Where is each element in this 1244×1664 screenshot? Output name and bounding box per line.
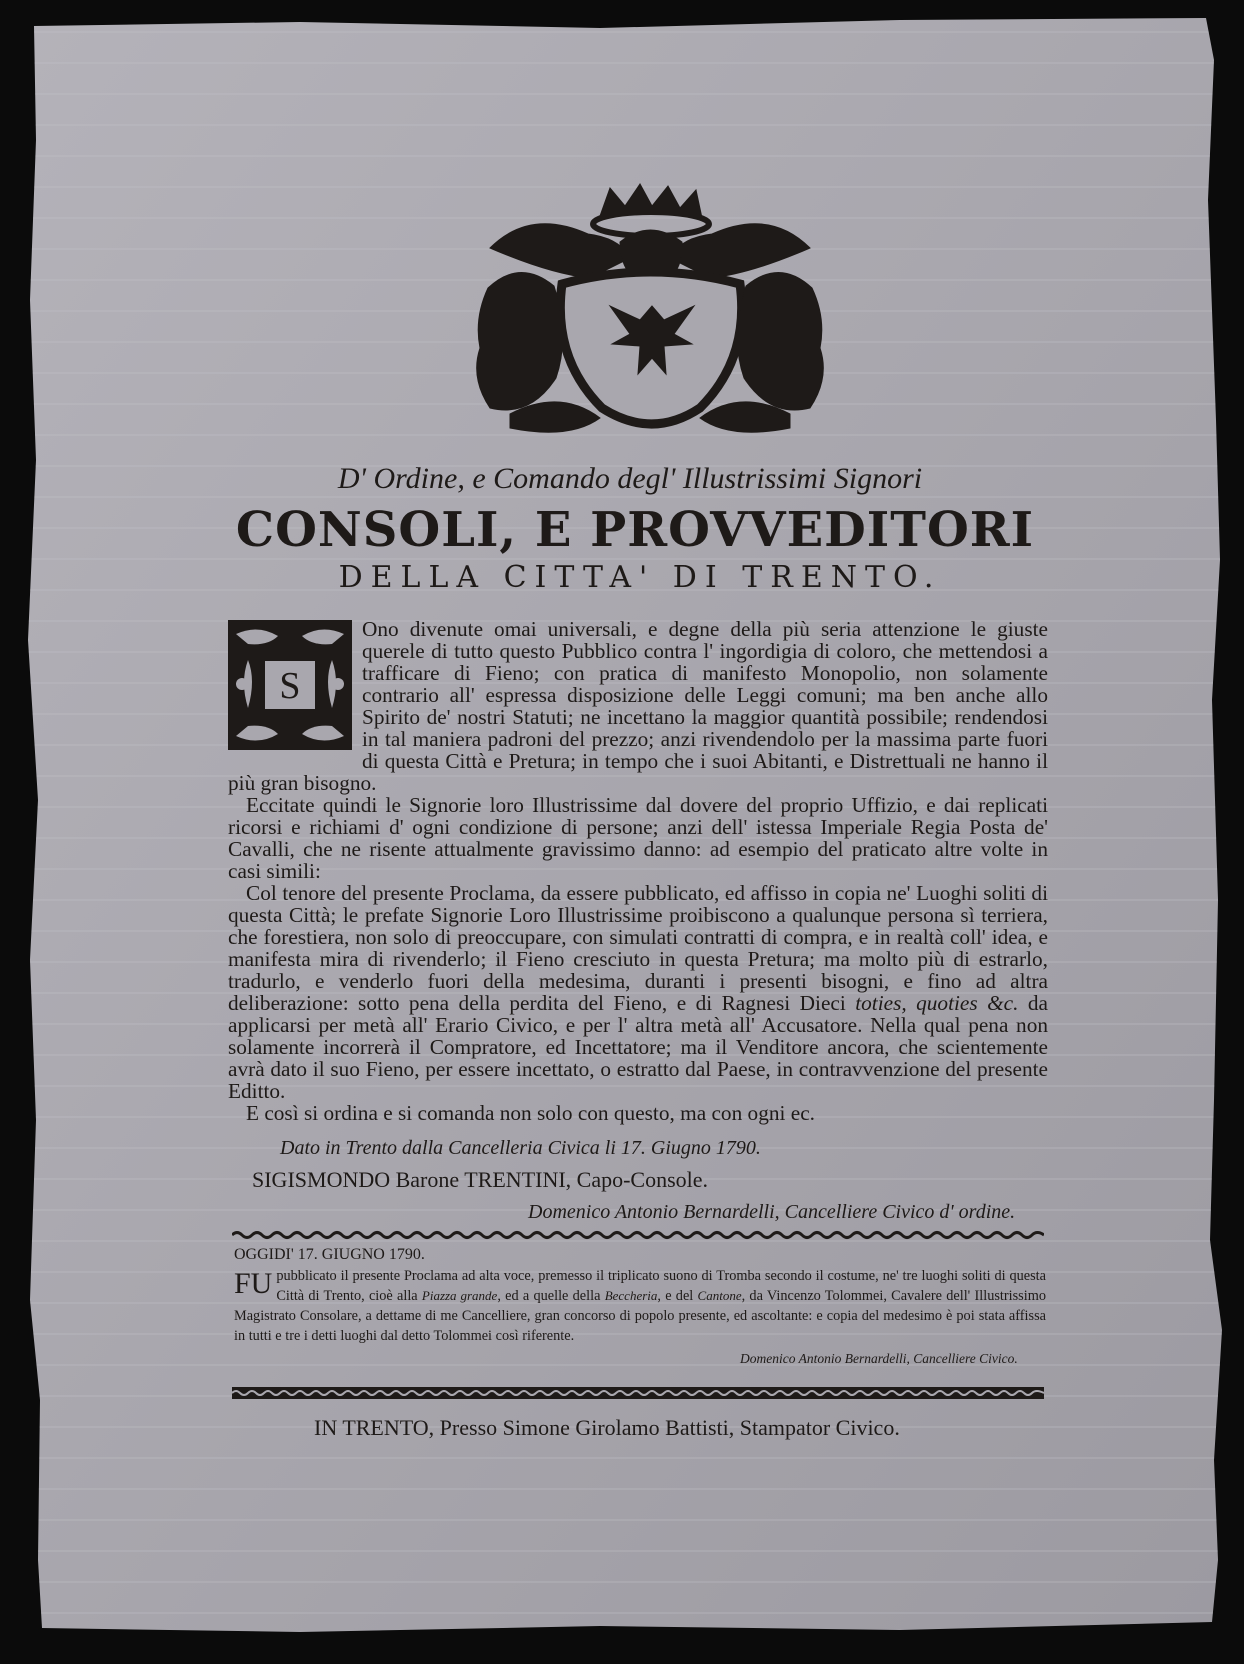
paragraph-4: E così si ordina e si comanda non solo con questo, ma con ogni ec. [246,1101,815,1125]
floral-initial-frame [228,620,352,750]
heading-consuls: CONSOLI, E PROVVEDITORI [235,502,1035,558]
paragraph-3-end: da applicarsi per metà all' Erario Civico, e per l' altra metà all' Accusatore. Nella qual pena non solamente incorrerà il Compratore, ed Incettatore; ma il Venditore ancora, che scientemente avrà dato il suo Fieno, per essere incettato, o estratto dal Paese, in contravvenzione del presente Editto. [228,991,1049,1103]
publication-date: OGGIDI' 17. GIUGNO 1790. [234,1246,425,1263]
note-place-cantone: Cantone [697,1288,742,1303]
note-signature: Domenico Antonio Bernardelli, Cancelliere Civico. [740,1351,1018,1366]
note-initial: FU [234,1267,273,1300]
note-place-piazza: Piazza grande [421,1288,498,1303]
paragraph-3 [228,882,1048,1102]
heading-order-line: D' Ordine, e Comando degl' Illustrissimi Signori [337,462,923,495]
paragraph-3-latin: toties, quoties &c. [855,991,1019,1015]
note-text-3: , e del [657,1288,694,1304]
paragraph-3-start: Col tenore del presente Proclama, da essere pubblicato, ed affisso in copia ne' Luoghi soliti di questa Città; le prefate Signorie Loro Illustrissime proibiscono a qualunque persona sì terriera, che forestiera, non solo di preoccupare, con simulati contratti di compra, e in realtà coll' idea, e manifesta mira di rivenderlo; il Fieno cresciuto in questa Pretura; ma molto più di estrarlo, tradurlo, e venderlo fuori della medesima, duranti i presenti bisogni, e fino ad altra deliberazione: sotto pena della perdita del Fieno, e di Ragnesi Dieci [228,881,1048,1015]
proclamation-body [228,618,1048,1124]
coat-of-arms-emblem [470,178,830,448]
dated-line: Dato in Trento dalla Cancelleria Civica li 17. Giugno 1790. [280,1137,761,1159]
printer-imprint: IN TRENTO, Presso Simone Girolamo Battisti, Stampator Civico. [314,1415,900,1440]
note-text-2: , ed a quelle della [497,1288,601,1304]
ornamental-border-upper [232,1230,1044,1240]
heading-city: DELLA CITTA' DI TRENTO. [338,560,942,595]
paragraph-2: Eccitate quindi le Signorie loro Illustrissime dal dovere del proprio Uffizio, e dai replicati ricorsi e richiami d' ogni condizione di persone; anzi dell' istessa Imperiale Regia Posta de' Cavalli, che ne risente attualmente gravissimo danno: ad esempio del praticato altre volte in casi simili: [228,793,1048,883]
paragraph-1: Ono divenute omai universali, e degne della più seria attenzione le giuste querele di tutto questo Pubblico contra l' ingordigia di coloro, che mettendosi a trafficare di Fieno; con pratica di manifesto Monopolio, non solamente contrario all' espressa disposizione delle Leggi comuni; ma ben anche allo Spirito de' nostri Statuti; ne incettano la maggior quantità possibile; rendendosi in tal maniera padroni del prezzo; anzi rivendendolo per la massima parte fuori di questa Città e Pretura; in tempo che i suoi Abitanti, e Distrettuali ne hanno il più gran bisogno. [228,617,1048,795]
note-text-1: pubblicato il presente Proclama ad alta voce, premesso il triplicato suono di Tromba secondo il costume, ne' tre luoghi soliti di questa Città di Trento, cioè alla [276,1268,1046,1304]
note-place-beccheria: Beccheria [604,1288,658,1303]
note-text-4: , da Vincenzo Tolommei, Cavalere dell' Illustrissimo Magistrato Consolare, a dettame di me Cancelliere, gran concorso di popolo presente, ed ascoltante: e copia del medesimo è poi stata affissa in tutti e tre i detti luoghi dal detto Tolommei così riferente. [234,1288,1046,1344]
signer-consul: SIGISMONDO Barone TRENTINI, Capo-Console. [252,1167,709,1192]
publication-note [234,1266,1046,1346]
chancellor-signature: Domenico Antonio Bernardelli, Cancelliere Civico d' ordine. [528,1201,1016,1223]
ornamental-border-lower [232,1386,1044,1400]
initial-letter: S [279,665,301,707]
decorated-initial [228,620,352,750]
